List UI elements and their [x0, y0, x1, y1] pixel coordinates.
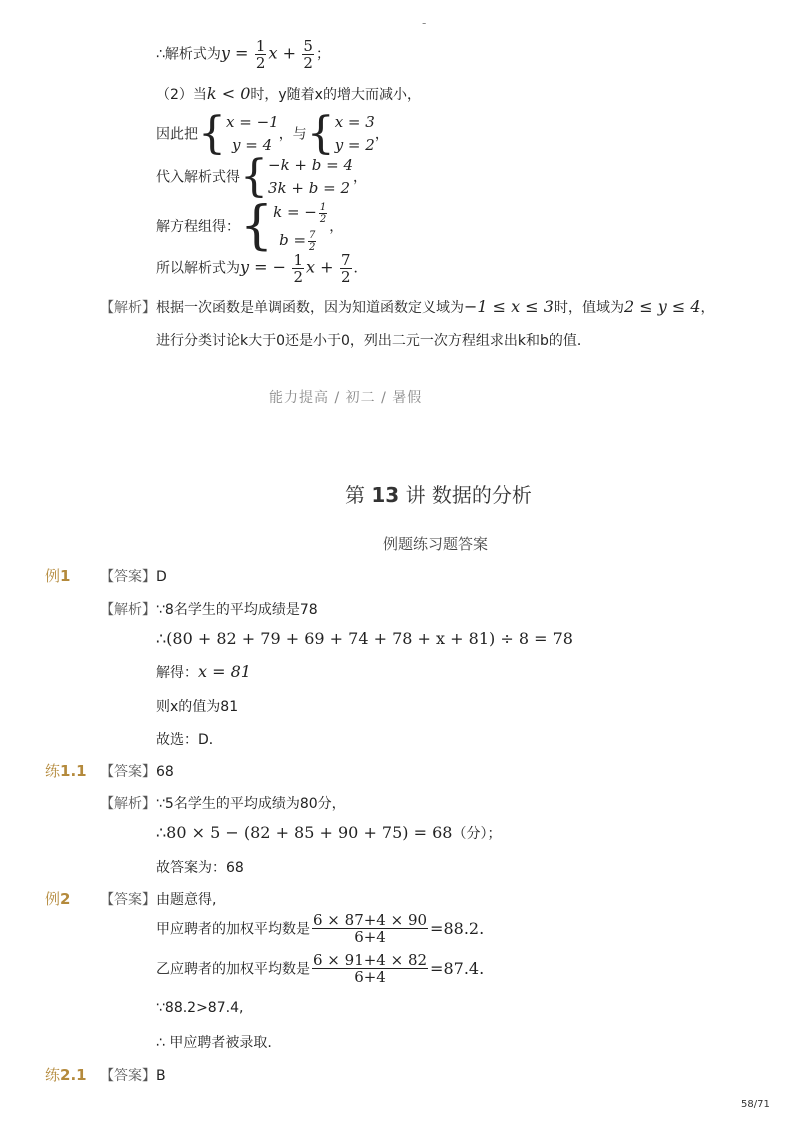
page-number: 58/71: [741, 1099, 770, 1110]
page-footer-label: 能力提高 / 初二 / 暑假: [269, 390, 423, 406]
equation-system: k = − $\frac{1}{2}$ b = $\frac{7}{2}$: [273, 201, 327, 253]
chapter-subtitle: 例题练习题答案: [383, 535, 489, 553]
equation: ∴80 × 5 − (82 + 85 + 90 + 75) = 68（分）；: [156, 823, 502, 842]
answer-line: 【答案】D: [100, 569, 167, 585]
left-brace: {: [306, 108, 335, 159]
text: ∴解析式为: [156, 46, 221, 63]
analysis-line: 【解析】∵5名学生的平均成绩为80分，: [100, 796, 346, 812]
solution-line-5: 解方程组得：{ k = − $\frac{1}{2}$ b = $\frac{7}{2}$ ，: [156, 196, 344, 256]
chapter-title: 第 13 讲 数据的分析: [345, 483, 532, 507]
solution-step: 故选：D．: [156, 732, 223, 748]
example-label: 例1: [45, 567, 71, 585]
solution-line-6: 所以解析式为y = − $\frac{1}{2}$ x + $\frac{7}{2}$ ．: [156, 251, 368, 286]
example-label: 例2: [45, 890, 71, 908]
analysis-line-2: 进行分类讨论k大于0还是小于0，列出二元一次方程组求出k和b的值．: [156, 333, 591, 349]
text: ；: [315, 46, 330, 63]
solution-line-1: [156, 38, 330, 71]
fraction: $\frac{1}{2}$: [293, 251, 304, 286]
weighted-average-b: 乙应聘者的加权平均数是 $\frac{6 \times 91+4 \times 82}{6+4}$ =87.4.: [156, 951, 485, 986]
math: x +: [268, 43, 296, 63]
equation-system: x = 3 y = 2: [334, 112, 375, 154]
fraction: $\frac{1}{2}$: [255, 37, 266, 72]
comparison: ∵88.2>87.4,: [156, 1000, 244, 1016]
left-brace: {: [198, 108, 226, 159]
fraction: $\frac{6 \times 87+4 \times 90}{6+4}$: [313, 911, 428, 946]
solution-line-4: 代入解析式得{ −k + b = 4 3k + b = 2 ，: [156, 151, 368, 202]
solution-line-3: 因此把{ x = −1 y = 4 ，与{ x = 3 y = 2 ，: [156, 108, 389, 159]
solution-step: 则x的值为81: [156, 699, 239, 715]
weighted-average-a: 甲应聘者的加权平均数是 $\frac{6 \times 87+4 \times 90}{6+4}$ =88.2.: [156, 911, 485, 946]
answer-line: 【答案】由题意得,: [100, 892, 217, 908]
solution-step: 故答案为：68: [156, 860, 244, 876]
top-mark: -: [422, 16, 427, 30]
equation-system: −k + b = 4 3k + b = 2: [268, 155, 354, 197]
fraction: $\frac{7}{2}$: [341, 251, 351, 286]
left-brace: {: [240, 196, 274, 256]
math: y =: [220, 43, 249, 63]
solution-step: 解得：x = 81: [156, 662, 251, 681]
practice-label: 练1.1: [45, 762, 87, 780]
conclusion: ∴ 甲应聘者被录取.: [156, 1035, 272, 1051]
answer-line: 【答案】68: [100, 764, 174, 780]
analysis-line: 【解析】∵8名学生的平均成绩是78: [100, 602, 318, 618]
fraction: $\frac{5}{2}$: [303, 37, 313, 72]
left-brace: {: [240, 151, 268, 202]
analysis-line-1: 【解析】根据一次函数是单调函数，因为知道函数定义域为−1 ≤ x ≤ 3时，值域为2 ≤ y ≤ 4，: [100, 297, 715, 316]
chapter-number: 13: [371, 483, 400, 507]
analysis-tag: 【解析】: [100, 300, 156, 316]
solution-line-2: （2）当k < 0时，y随着x的增大而减小，: [156, 84, 421, 103]
equation: ∴(80 + 82 + 79 + 69 + 74 + 78 + x + 81) ÷ 8 = 78: [156, 629, 573, 648]
fraction: $\frac{6 \times 91+4 \times 82}{6+4}$: [313, 951, 428, 986]
equation-system: x = −1 y = 4: [226, 112, 279, 154]
practice-label: 练2.1: [45, 1066, 87, 1084]
answer-line: 【答案】B: [100, 1068, 166, 1084]
